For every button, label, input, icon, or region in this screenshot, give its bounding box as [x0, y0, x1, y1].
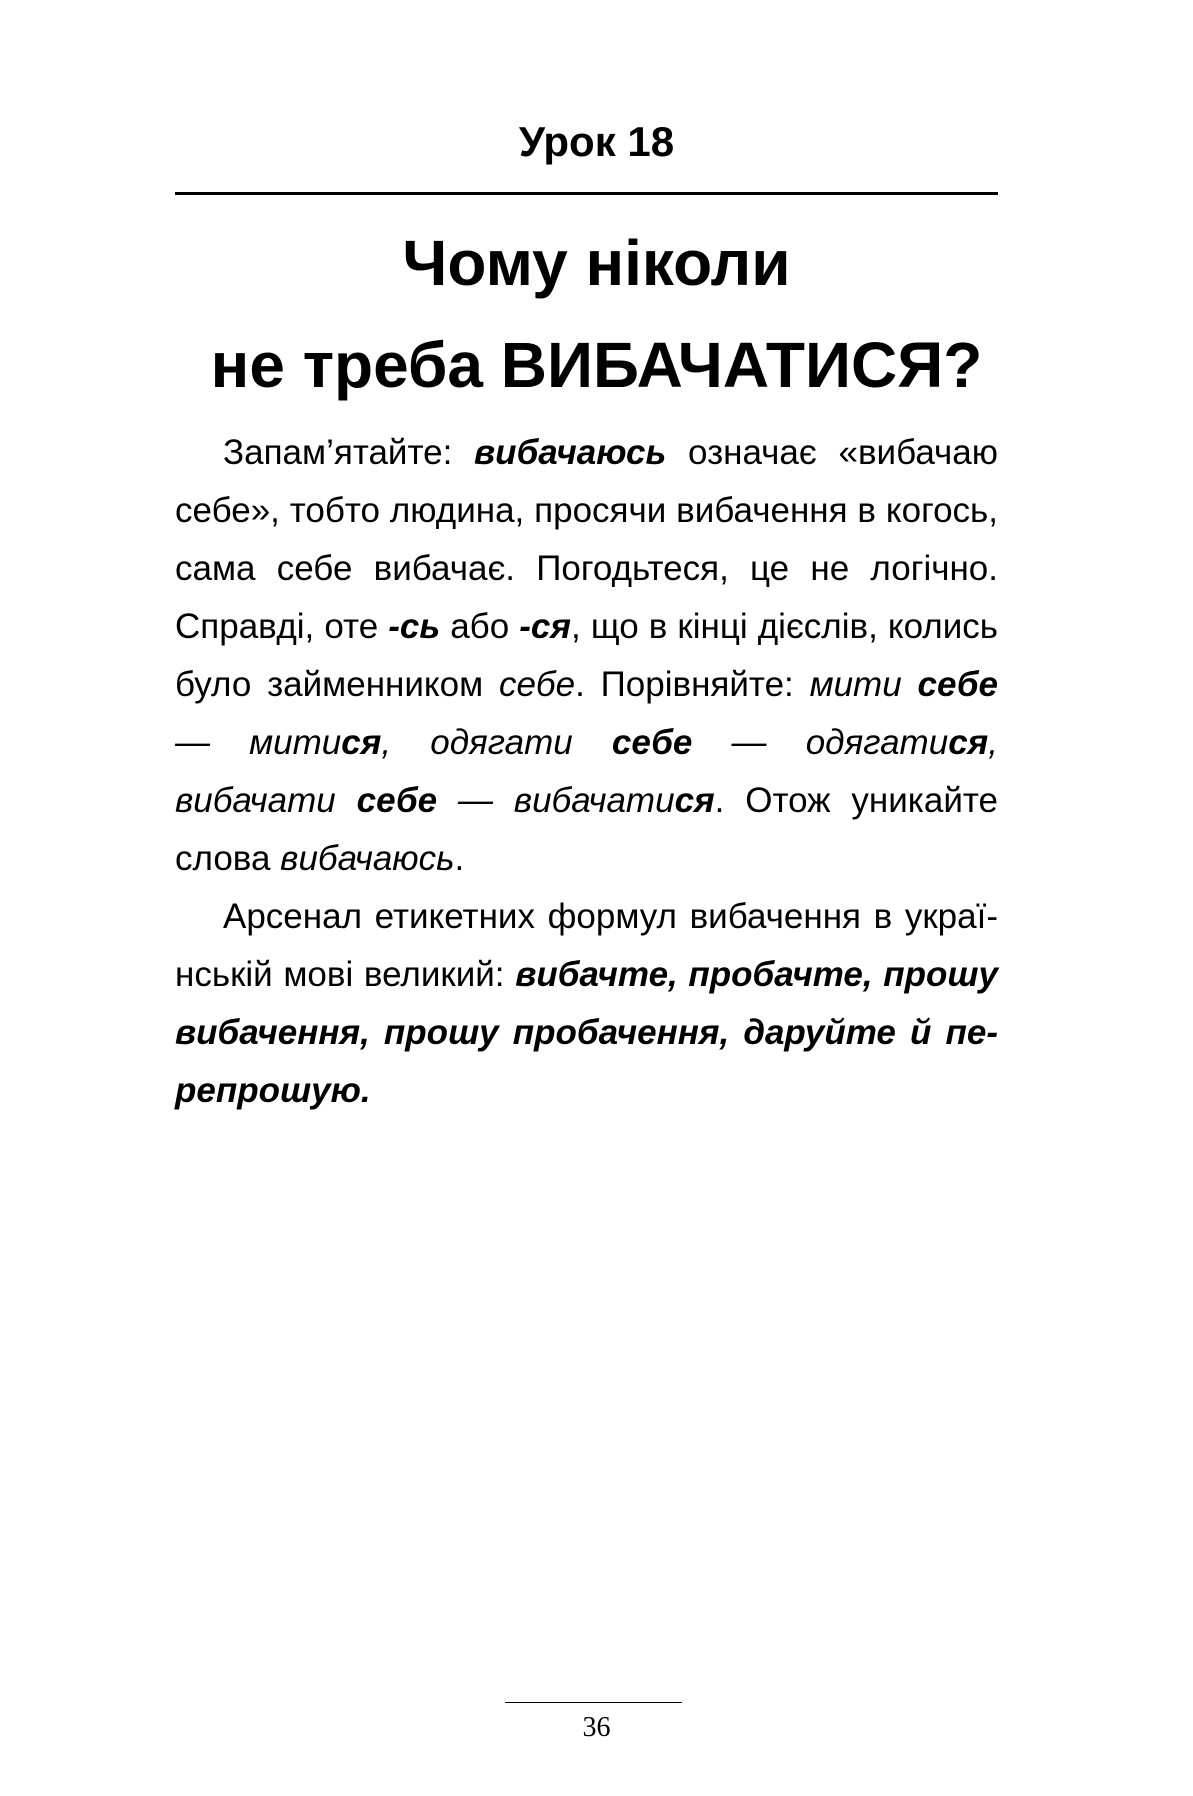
text-run: Арсенал етикетних формул вибачення в українській мові великий:	[175, 897, 998, 994]
emphasis-suffix: ся	[341, 723, 382, 762]
text-run: означає «вибачаю себе», тобто людина, просячи вибачення в когось, сама себе вибачає. Погодьтеся, це не логічно. Справді, оте	[175, 433, 998, 646]
italic-run: , вибачати	[175, 723, 998, 820]
emphasis-suffix: ся	[674, 781, 715, 820]
paragraph-1	[175, 424, 998, 888]
page-number: 36	[582, 1712, 611, 1743]
italic-run: — вибачати	[437, 781, 675, 820]
italic-run: , одягати	[381, 723, 612, 762]
emphasis-suffix: ся	[948, 723, 989, 762]
emphasis-word: себе	[356, 781, 438, 820]
body-text	[175, 424, 998, 1120]
title-line-1: Чому ніколи	[402, 227, 791, 299]
header-divider	[175, 192, 998, 195]
text-run: .	[454, 839, 465, 878]
page-title	[0, 212, 1193, 416]
text-run: , що в кінці дієслів, колись було займенником	[175, 607, 998, 704]
footer-divider	[505, 1702, 682, 1703]
text-run: Запам’ятайте:	[223, 433, 475, 472]
text-run: . Отож уникайте слова	[175, 781, 998, 878]
emphasis-phrase: вибачте, пробачте, прошу вибачення, прошу пробачення, даруйте й перепрошую.	[175, 955, 998, 1110]
emphasis-suffix: -сь	[388, 607, 441, 646]
lesson-label: Урок 18	[518, 118, 675, 165]
italic-run: мити	[809, 665, 918, 704]
italic-run: — мити	[175, 723, 342, 762]
text-run: або	[440, 607, 520, 646]
emphasis-word: себе	[611, 723, 693, 762]
italic-word: себе	[498, 665, 576, 704]
paragraph-2	[175, 888, 998, 1120]
emphasis-word: вибачаюсь	[474, 433, 667, 472]
text-run: . Порівняйте:	[575, 665, 810, 704]
emphasis-word: себе	[917, 665, 998, 704]
italic-word: вибачаюсь	[280, 839, 455, 878]
emphasis-suffix: -ся	[519, 607, 572, 646]
italic-run: — одягати	[692, 723, 949, 762]
title-line-2: не треба ВИБАЧАТИСЯ?	[210, 329, 983, 401]
